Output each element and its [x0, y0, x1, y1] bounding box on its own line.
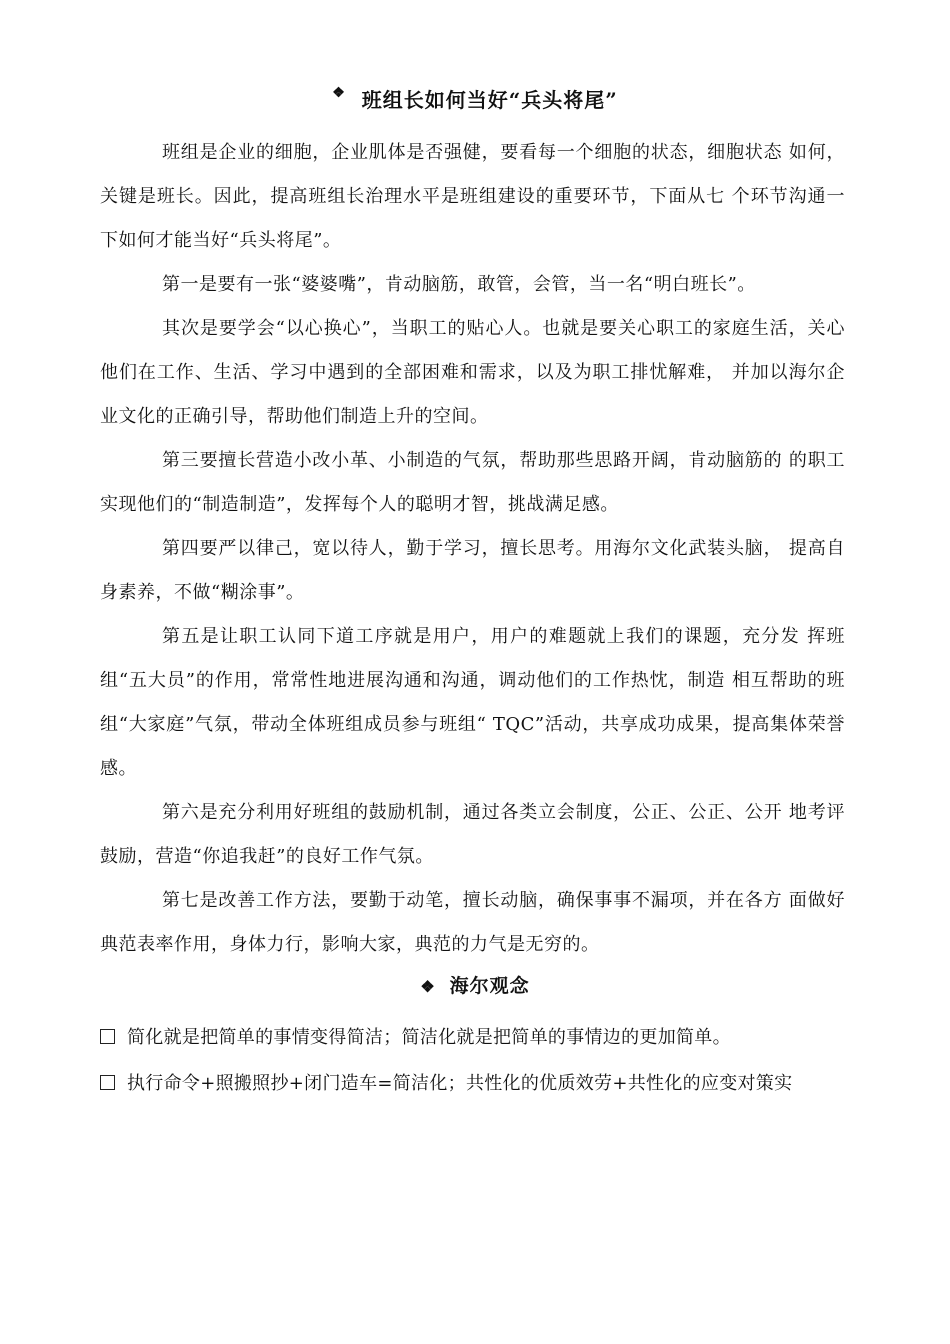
- list-item-text: 简化就是把简单的事情变得简洁；简洁化就是把简单的事情边的更加简单。: [127, 1027, 731, 1048]
- paragraph-sixth: 第六是充分利用好班组的鼓励机制，通过各类立会制度，公正、公正、公开 地考评鼓励，营造“你追我赶”的良好工作气氛。: [100, 802, 845, 867]
- paragraph-fifth: 第五是让职工认同下道工序就是用户，用户的难题就上我们的课题，充分发 挥班组“五大员”的作用，常常性地进展沟通和沟通，调动他们的工作热忱，制造 相互帮助的班组“大家庭”气氛，带动全体班组成员参与班组“ TQC”活动，共享成功成果，提高集体荣誉感。: [100, 626, 845, 779]
- section-heading-text: 海尔观念: [449, 975, 530, 997]
- list-item: [100, 1061, 845, 1107]
- paragraph-second: 其次是要学会“以心换心”，当职工的贴心人。也就是要关心职工的家庭生活，关心他们在工作、生活、学习中遇到的全部困难和需求，以及为职工排忧解难， 并加以海尔企业文化的正确引导，帮助他们制造上升的空间。: [100, 318, 845, 427]
- checkbox-square-icon: [100, 1075, 115, 1090]
- paragraph-third: 第三要擅长营造小改小革、小制造的气氛，帮助那些思路开阔，肯动脑筋的 的职工实现他们的“制造制造”，发挥每个人的聪明才智，挑战满足感。: [100, 450, 845, 515]
- concept-list: [100, 1015, 845, 1107]
- paragraph-fourth: 第四要严以律己，宽以待人，勤于学习，擅长思考。用海尔文化武装头脑， 提高自身素养，不做“糊涂事”。: [100, 538, 845, 603]
- diamond-bullet-icon: ❖: [332, 85, 346, 101]
- diamond-bullet-icon: ❖: [420, 977, 436, 996]
- title-text: 班组长如何当好“兵头将尾”: [361, 88, 618, 112]
- paragraph-intro: 班组是企业的细胞，企业肌体是否强健，要看每一个细胞的状态，细胞状态 如何，关键是班长。因此，提高班组长治理水平是班组建设的重要环节，下面从七 个环节沟通一下如何才能当好“兵头将尾”。: [100, 142, 845, 251]
- paragraph-first: 第一是要有一张“婆婆嘴”，肯动脑筋，敢管，会管，当一名“明白班长”。: [162, 274, 756, 295]
- article-body: [100, 131, 845, 967]
- list-item: [100, 1015, 845, 1061]
- checkbox-square-icon: [100, 1029, 115, 1044]
- paragraph-seventh: 第七是改善工作方法，要勤于动笔，擅长动脑，确保事事不漏项，并在各方 面做好典范表率作用，身体力行，影响大家，典范的力气是无穷的。: [100, 890, 845, 955]
- document-title: [0, 84, 950, 116]
- list-item-text: 执行命令+照搬照抄+闭门造车=简洁化；共性化的优质效劳+共性化的应变对策实: [127, 1073, 793, 1094]
- section-heading: [0, 968, 950, 1005]
